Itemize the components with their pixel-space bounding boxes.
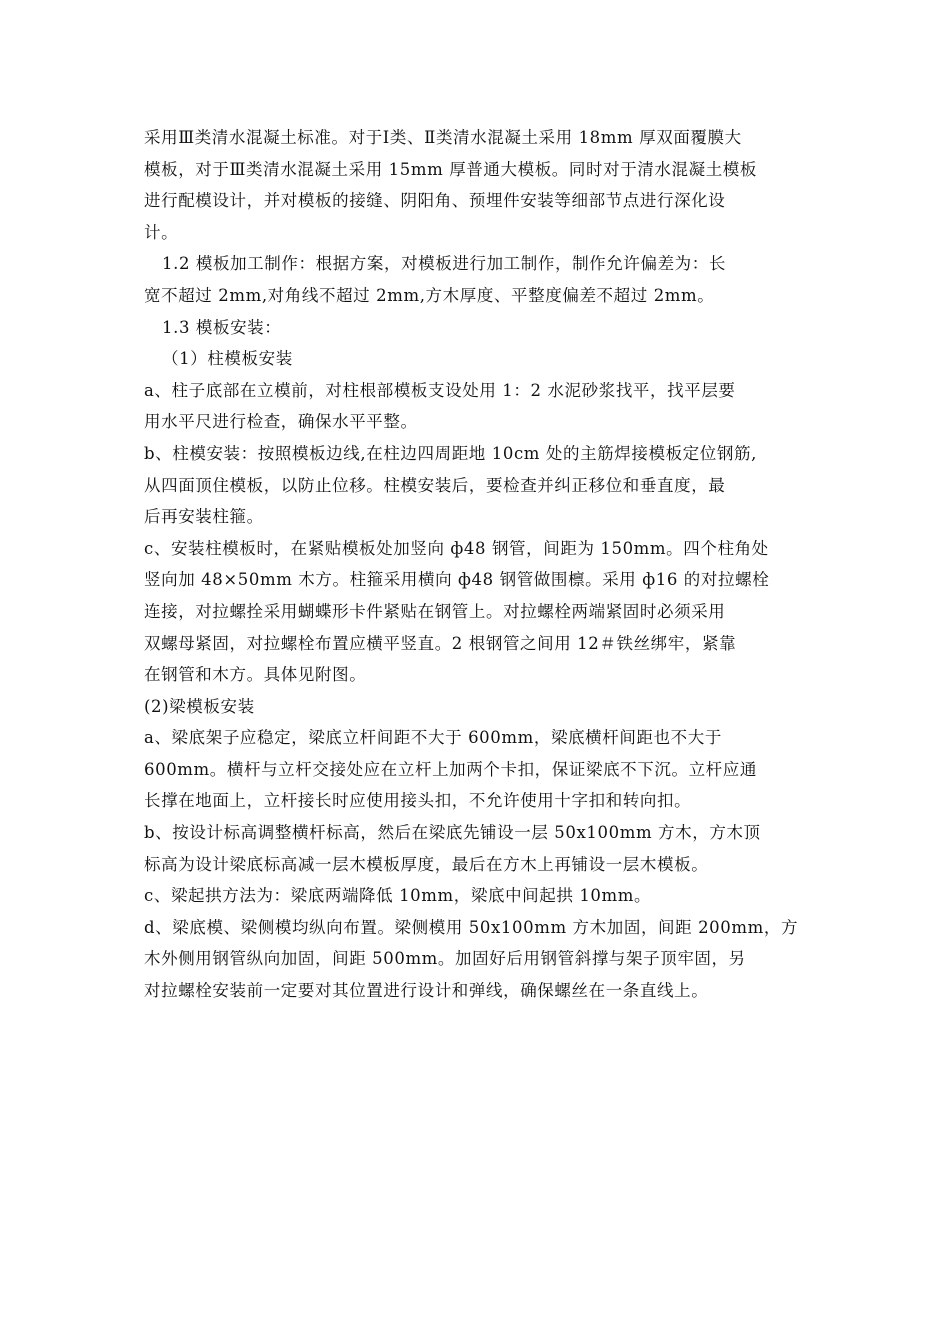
- list-item-line: c、梁起拱方法为：梁底两端降低 10mm，梁底中间起拱 10mm。: [144, 886, 652, 906]
- paragraph-line: 模板，对于Ⅲ类清水混凝土采用 15mm 厚普通大模板。同时对于清水混凝土模板: [144, 159, 757, 179]
- list-item-line: 用水平尺进行检查，确保水平平整。: [144, 412, 418, 432]
- list-item-line: 在钢管和木方。具体见附图。: [144, 665, 367, 685]
- list-item-line: 长撑在地面上，立杆接长时应使用接头扣，不允许使用十字扣和转向扣。: [144, 791, 692, 811]
- list-item-line: b、按设计标高调整横杆标高，然后在梁底先铺设一层 50x100mm 方木，方木顶: [144, 823, 761, 843]
- list-item-line: 连接，对拉螺拴采用蝴蝶形卡件紧贴在钢管上。对拉螺栓两端紧固时必须采用: [144, 601, 726, 621]
- list-item-line: 竖向加 48×50mm 木方。柱箍采用横向 ф48 钢管做围檩。采用 ф16 的对拉螺栓: [144, 570, 770, 590]
- list-item-line: 后再安装柱箍。: [144, 507, 264, 527]
- subsection-heading: (2)梁模板安装: [144, 696, 255, 716]
- list-item-line: b、柱模安装：按照模板边线,在柱边四周距地 10cm 处的主筋焊接模板定位钢筋,: [144, 443, 757, 463]
- list-item-line: a、柱子底部在立模前，对柱根部模板支设处用 1：2 水泥砂浆找平，找平层要: [144, 380, 736, 400]
- list-item-line: 从四面顶住模板，以防止位移。柱模安装后，要检查并纠正移位和垂直度，最: [144, 475, 726, 495]
- list-item-line: 600mm。横杆与立杆交接处应在立杆上加两个卡扣，保证梁底不下沉。立杆应通: [144, 759, 757, 779]
- list-item-line: c、安装柱模板时，在紧贴模板处加竖向 ф48 钢管，间距为 150mm。四个柱角处: [144, 538, 769, 558]
- list-item-line: d、梁底模、梁侧模均纵向布置。梁侧模用 50x100mm 方木加固，间距 200mm，方: [144, 917, 799, 937]
- paragraph-line: 进行配模设计，并对模板的接缝、阴阳角、预埋件安装等细部节点进行深化设: [144, 191, 726, 211]
- list-item-line: 木外侧用钢管纵向加固，间距 500mm。加固好后用钢管斜撑与架子顶牢固，另: [144, 949, 746, 969]
- paragraph-line: 采用Ⅲ类清水混凝土标准。对于Ⅰ类、Ⅱ类清水混凝土采用 18mm 厚双面覆膜大: [144, 128, 742, 147]
- paragraph-line: 计。: [144, 222, 179, 242]
- document-body: [144, 122, 824, 1007]
- paragraph-line: 宽不超过 2mm,对角线不超过 2mm,方木厚度、平整度偏差不超过 2mm。: [144, 285, 715, 305]
- list-item-line: 标高为设计梁底标高减一层木模板厚度，最后在方木上再铺设一层木模板。: [144, 854, 709, 874]
- list-item-line: 对拉螺栓安装前一定要对其位置进行设计和弹线，确保螺丝在一条直线上。: [144, 981, 709, 1001]
- section-heading-line: 1.2 模板加工制作：根据方案，对模板进行加工制作，制作允许偏差为：长: [162, 254, 726, 274]
- section-heading: 1.3 模板安装：: [162, 317, 282, 337]
- list-item-line: a、梁底架子应稳定，梁底立杆间距不大于 600mm，梁底横杆间距也不大于: [144, 728, 722, 748]
- subsection-heading: （1）柱模板安装: [162, 349, 293, 369]
- list-item-line: 双螺母紧固，对拉螺栓布置应横平竖直。2 根钢管之间用 12＃铁丝绑牢，紧靠: [144, 633, 737, 653]
